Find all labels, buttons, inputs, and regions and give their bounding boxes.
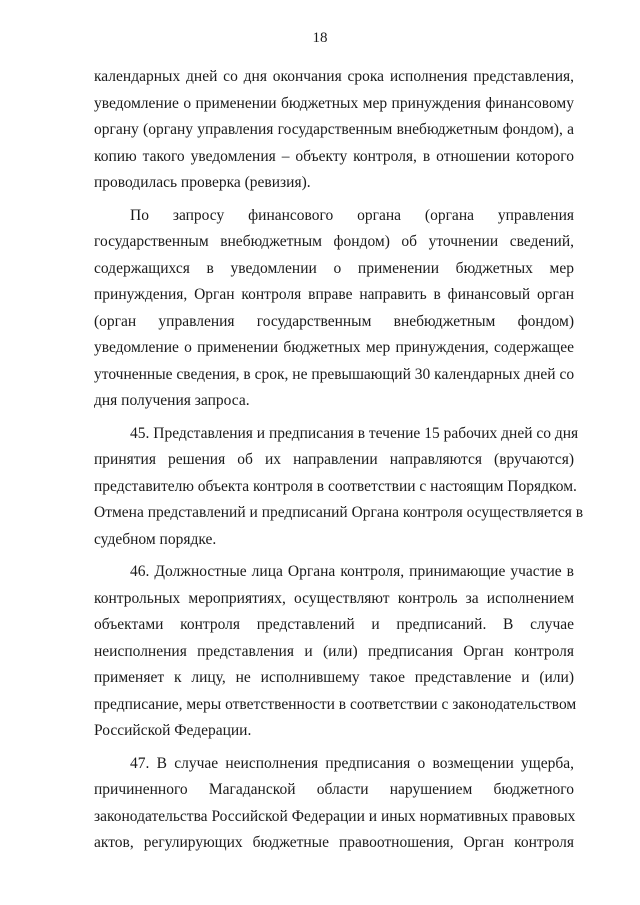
text-line: (орган управления государственным внебюджетным фондом) — [94, 312, 574, 330]
text-line: уточненные сведения, в срок, не превышающий 30 календарных дней со — [94, 365, 575, 383]
text-line: предписание, меры ответственности в соответствии с законодательством — [94, 695, 577, 713]
text-line: Российской Федерации. — [94, 722, 252, 739]
text-line: 47. В случае неисполнения предписания о возмещении ущерба, — [130, 754, 574, 772]
text-line: органу (органу управления государственным внебюджетным фондом), а — [94, 121, 574, 138]
paragraph-46 — [94, 559, 577, 745]
text-line: уведомление о применении бюджетных мер принуждения финансовому — [94, 94, 574, 112]
text-line: законодательства Российской Федерации и иных нормативных правовых — [94, 807, 576, 825]
text-line: принуждения, Орган контроля вправе направить в финансовый орган — [94, 286, 574, 303]
text-line: копию такого уведомления – объекту контроля, в отношении которого — [94, 147, 574, 165]
text-line: представителю объекта контроля в соответствии с настоящим Порядком. — [94, 477, 577, 495]
text-line: неисполнения представления и (или) предписания Орган контроля — [94, 642, 574, 660]
text-line: 45. Представления и предписания в течение 15 рабочих дней со дня — [130, 424, 579, 442]
text-line: календарных дней со дня окончания срока исполнения представления, — [94, 68, 574, 85]
text-line: принятия решения об их направлении направляются (вручаются) — [94, 451, 574, 468]
text-line: контрольных мероприятиях, осуществляют контроль за исполнением — [94, 589, 574, 607]
text-line: государственным внебюджетным фондом) об уточнении сведений, — [94, 233, 574, 250]
paragraph-continuation — [94, 64, 574, 197]
paragraph-clarification — [94, 203, 574, 415]
text-line: судебном порядке. — [94, 530, 217, 548]
page-number: 18 — [312, 30, 328, 46]
text-line: Отмена представлений и предписаний Органа контроля осуществляется в — [94, 504, 584, 521]
text-line: объектами контроля представлений и предписаний. В случае — [94, 616, 574, 633]
text-line: применяет к лицу, не исполнившему такое представление и (или) — [94, 669, 574, 686]
text-line: проводилась проверка (ревизия). — [94, 174, 311, 191]
text-line: По запросу финансового органа (органа управления — [130, 206, 574, 224]
text-line: 46. Должностные лица Органа контроля, принимающие участие в — [130, 563, 574, 580]
text-line: уведомление о применении бюджетных мер принуждения, содержащее — [94, 339, 574, 356]
text-line: причиненного Магаданской области нарушением бюджетного — [94, 781, 574, 798]
text-line: содержащихся в уведомлении о применении бюджетных мер — [94, 259, 574, 277]
text-line: дня получения запроса. — [94, 392, 250, 409]
text-line: актов, регулирующих бюджетные правоотношения, Орган контроля — [94, 834, 574, 851]
paragraph-45 — [94, 421, 584, 554]
paragraph-47 — [94, 751, 574, 857]
document-body — [94, 64, 584, 857]
